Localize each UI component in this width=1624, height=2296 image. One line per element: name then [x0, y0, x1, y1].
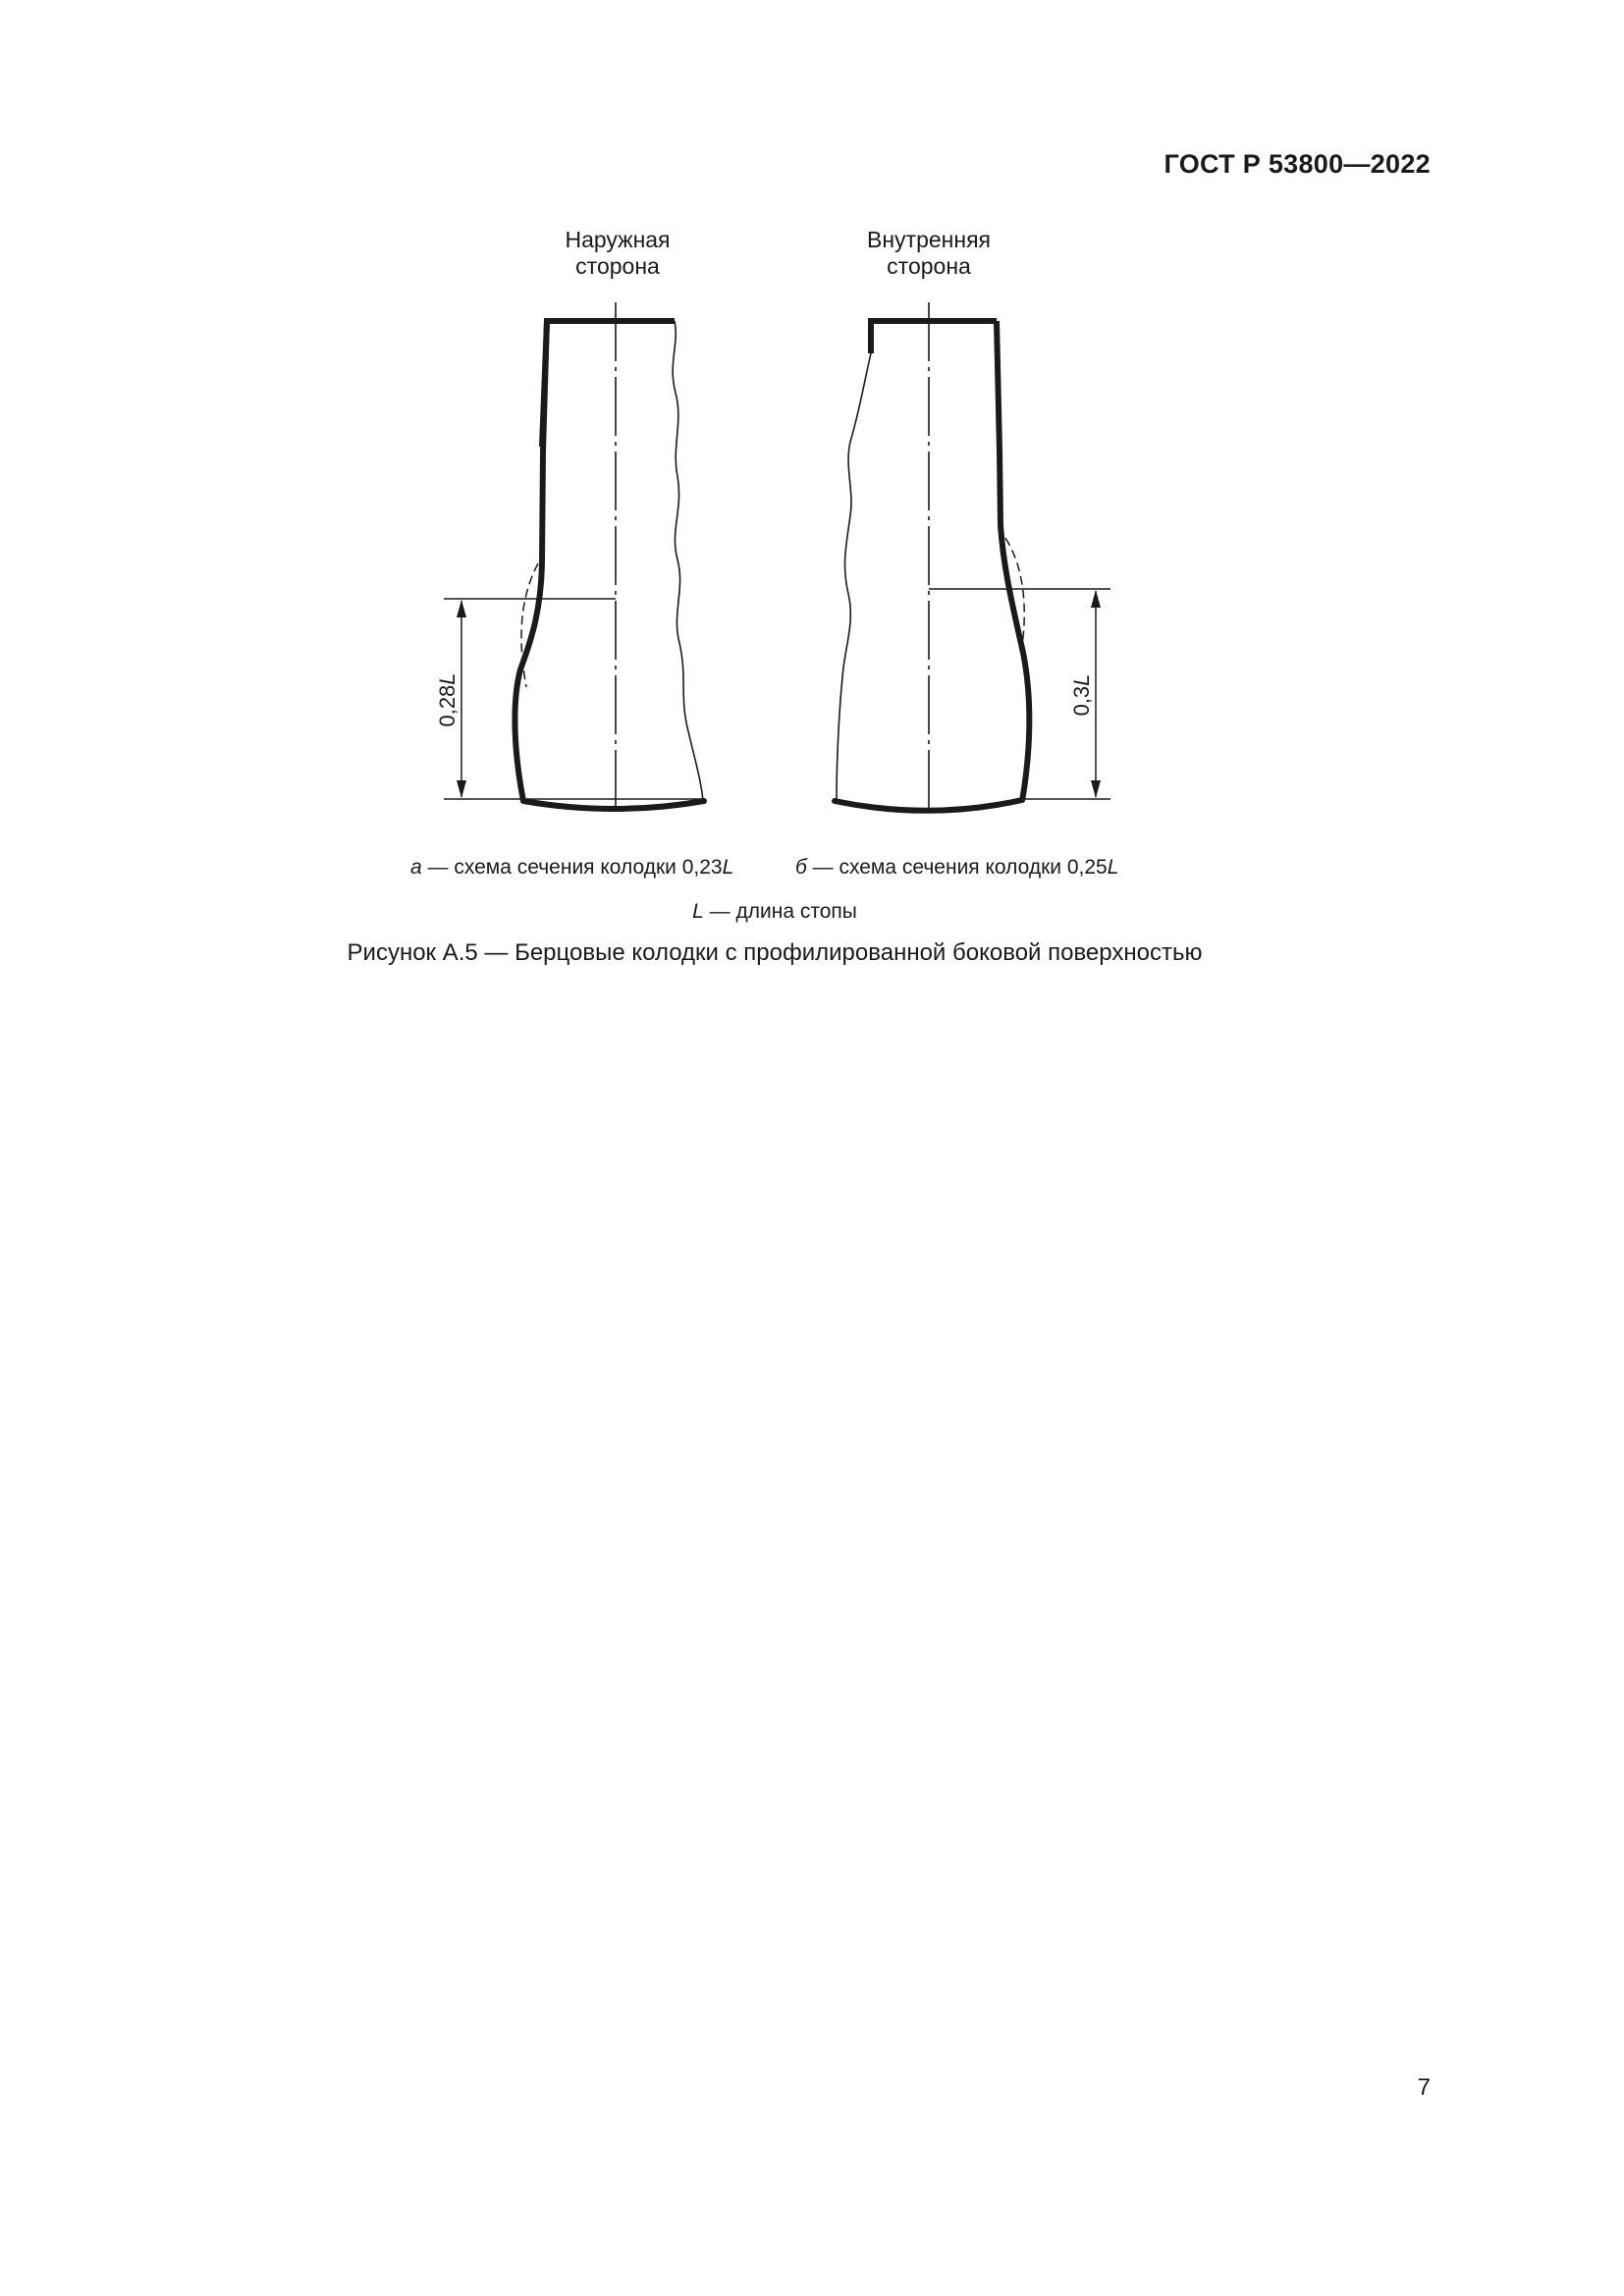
inner-contour-a [673, 321, 703, 801]
subcaption-a-text: — схема сечения колодки 0,23 [421, 856, 723, 879]
subcaption-b-text: — схема сечения колодки 0,25 [806, 856, 1108, 879]
dimension-unit-a: L [435, 672, 460, 685]
outer-side-label-line1: Наружная [565, 227, 671, 252]
figure-title: Рисунок А.5 — Берцовые колодки с профилированной боковой поверхностью [347, 939, 1203, 966]
page-number: 7 [1417, 2074, 1431, 2101]
dimension-label-a [435, 672, 460, 726]
last-section-a [435, 302, 704, 813]
subcaption-b [795, 856, 1118, 880]
figure-legend [0, 900, 1549, 924]
heel-contour-a [523, 801, 704, 809]
dimension-value-a: 0,28 [435, 684, 460, 727]
document-header: ГОСТ Р 53800—2022 [1164, 149, 1431, 179]
legend-symbol: L [692, 900, 704, 923]
dimension-label-b [1069, 674, 1094, 717]
arrow-bottom-b [1091, 780, 1101, 798]
top-contour-a [542, 321, 675, 447]
arrow-bottom-a [457, 780, 466, 798]
subcaption-a-unit: L [722, 856, 734, 879]
outer-contour-a [514, 321, 547, 801]
inner-side-label-line2: сторона [887, 253, 971, 279]
arrow-top-a [457, 600, 466, 617]
last-section-b [835, 302, 1110, 813]
subcaption-b-unit: L [1107, 856, 1119, 879]
inner-side-label-line1: Внутренняя [867, 227, 991, 252]
dimension-unit-b: L [1069, 673, 1094, 686]
arrow-top-b [1091, 590, 1101, 608]
subcaption-a-letter: а [410, 856, 422, 879]
inner-contour-b [837, 353, 871, 801]
outer-contour-b [997, 321, 1029, 801]
top-contour-b [871, 321, 997, 353]
subcaption-b-letter: б [795, 856, 807, 879]
subcaption-a [410, 856, 733, 880]
legend-text: — длина стопы [703, 900, 857, 923]
outer-side-label-line2: сторона [575, 253, 660, 279]
dimension-value-b: 0,3 [1069, 685, 1094, 717]
